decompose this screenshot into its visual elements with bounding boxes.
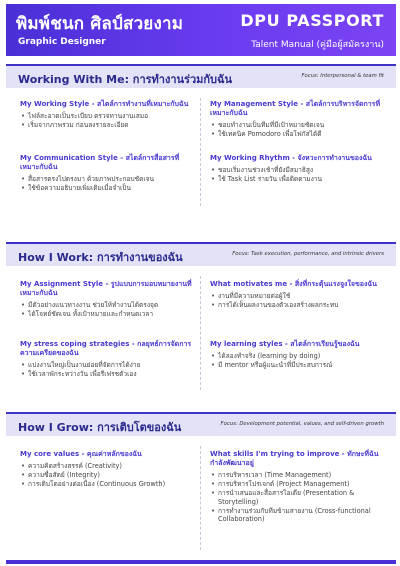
section-title: How I Grow: การเติบโตของฉัน <box>18 421 182 434</box>
assignment-style-block <box>20 280 192 319</box>
column-divider <box>200 98 201 206</box>
bullet-list <box>20 175 192 192</box>
list-item: • การนำเสนอและสื่อสารไอเดีย (Presentation & Storytelling) <box>210 489 382 505</box>
block-title: My stress coping strategies - กลยุทธ์การจัดการความเครียดของฉัน <box>20 340 192 357</box>
block-title: What skills I'm trying to improve - ทักษะที่ฉันกำลังพัฒนาอยู่ <box>210 450 379 467</box>
list-item: • งานที่มีความหมายต่อผู้ใช้ <box>210 292 382 300</box>
list-item: • เริ่มจากภาพรวม ก่อนลงรายละเอียด <box>20 121 192 129</box>
list-item: • แบ่งงานใหญ่เป็นงานย่อยที่จัดการได้ง่าย <box>20 361 192 369</box>
bottom-accent-strip <box>6 560 396 564</box>
bullet-list <box>210 121 382 138</box>
block-title: My learning styles - สไตล์การเรียนรู้ของฉัน <box>210 340 360 348</box>
core-values-block <box>20 450 192 490</box>
bullet-list <box>20 112 192 129</box>
list-item: • ใช้ Task List รายวัน เพื่อติดตามงาน <box>210 175 382 183</box>
section-focus: Focus: Interpersonal & team fit <box>301 73 384 79</box>
bullet-list <box>210 352 382 369</box>
section-bar-how-i-grow <box>6 412 396 436</box>
candidate-name: พิมพ์ชนก ศิลป์สวยงาม <box>16 14 184 34</box>
bullet-list <box>210 471 382 523</box>
list-item: • ชอบเริ่มงานช่วงเช้าที่ยังมีสมาธิสูง <box>210 166 382 174</box>
brand-title: DPU PASSPORT <box>240 11 384 30</box>
bullet-list <box>20 361 192 378</box>
block-title: My Working Style - สไตล์การทำงานที่เหมาะกับฉัน <box>20 100 189 108</box>
section-bar-working-with-me <box>6 64 396 88</box>
list-item: • ไฟล์สะอาดเป็นระเบียบ ตรวจทานงานเสมอ <box>20 112 192 120</box>
manual-subtitle: Talent Manual (คู่มือผู้สมัครงาน) <box>251 40 384 50</box>
list-item: • ชอบทำงานเป็นทีมที่มีเป้าหมายชัดเจน <box>210 121 382 129</box>
list-item: • การได้เห็นผลงานของตัวเองสร้างผลกระทบ <box>210 301 382 309</box>
management-style-block <box>210 100 382 139</box>
list-item: • การบริหารโปรเจกต์ (Project Management) <box>210 480 382 488</box>
block-title: What motivates me - สิ่งที่กระตุ้นแรงจูงใจของฉัน <box>210 280 377 288</box>
list-item: • การเติบโตอย่างต่อเนื่อง (Continuous Growth) <box>20 480 192 488</box>
bullet-list <box>210 166 382 183</box>
column-divider <box>200 446 201 550</box>
bullet-list <box>210 292 382 309</box>
list-item: • ได้โจทย์ชัดเจน ทั้งเป้าหมายและกำหนดเวลา <box>20 310 192 318</box>
block-title: My core values - คุณค่าหลักของฉัน <box>20 450 142 458</box>
section-bar-how-i-work <box>6 242 396 266</box>
talent-manual-page <box>6 4 396 564</box>
section-focus: Focus: Task execution, performance, and intrinsic drivers <box>232 251 384 257</box>
list-item: • ใช้เวลาพักระหว่างวัน เพื่อรีเฟรชตัวเอง <box>20 370 192 378</box>
block-title: My Management Style - สไตล์การบริหารจัดการที่เหมาะกับฉัน <box>210 100 381 117</box>
list-item: • ใช้ข้อความอธิบายเพิ่มเติมเมื่อจำเป็น <box>20 184 192 192</box>
working-rhythm-block <box>210 154 382 184</box>
list-item: • ความคิดสร้างสรรค์ (Creativity) <box>20 462 192 470</box>
list-item: • การทำงานร่วมกับทีมข้ามสายงาน (Cross-functional Collaboration) <box>210 507 382 523</box>
section-title: How I Work: การทำงานของฉัน <box>18 251 183 264</box>
motivation-block <box>210 280 382 310</box>
list-item: • การบริหารเวลา (Time Management) <box>210 471 382 479</box>
block-title: My Working Rhythm - จังหวะการทำงานของฉัน <box>210 154 372 162</box>
list-item: • มี mentor หรือผู้แนะนำที่มีประสบการณ์ <box>210 361 382 369</box>
communication-style-block <box>20 154 192 193</box>
learning-style-block <box>210 340 382 370</box>
list-item: • ได้ลองทำจริง (learning by doing) <box>210 352 382 360</box>
working-style-block <box>20 100 192 130</box>
list-item: • ความซื่อสัตย์ (Integrity) <box>20 471 192 479</box>
section-title: Working With Me: การทำงานร่วมกับฉัน <box>18 73 233 86</box>
section-focus: Focus: Development potential, values, and self-driven growth <box>220 421 384 427</box>
list-item: • ใช้เทคนิค Pomodoro เพื่อโฟกัสได้ดี <box>210 130 382 138</box>
stress-coping-block <box>20 340 192 379</box>
skills-improving-block <box>210 450 382 524</box>
bullet-list <box>20 301 192 318</box>
list-item: • มีตัวอย่างแนวทางงาน ช่วยให้ทำงานได้ตรงจุด <box>20 301 192 309</box>
header-banner <box>6 4 396 56</box>
candidate-role: Graphic Designer <box>18 37 106 47</box>
list-item: • สื่อสารตรงไปตรงมา ด้วยภาพประกอบชัดเจน <box>20 175 192 183</box>
block-title: My Communication Style - สไตล์การสื่อสารที่เหมาะกับฉัน <box>20 154 180 171</box>
block-title: My Assignment Style - รูปแบบการมอบหมายงานที่เหมาะกับฉัน <box>20 280 192 297</box>
bullet-list <box>20 462 192 489</box>
column-divider <box>200 276 201 390</box>
